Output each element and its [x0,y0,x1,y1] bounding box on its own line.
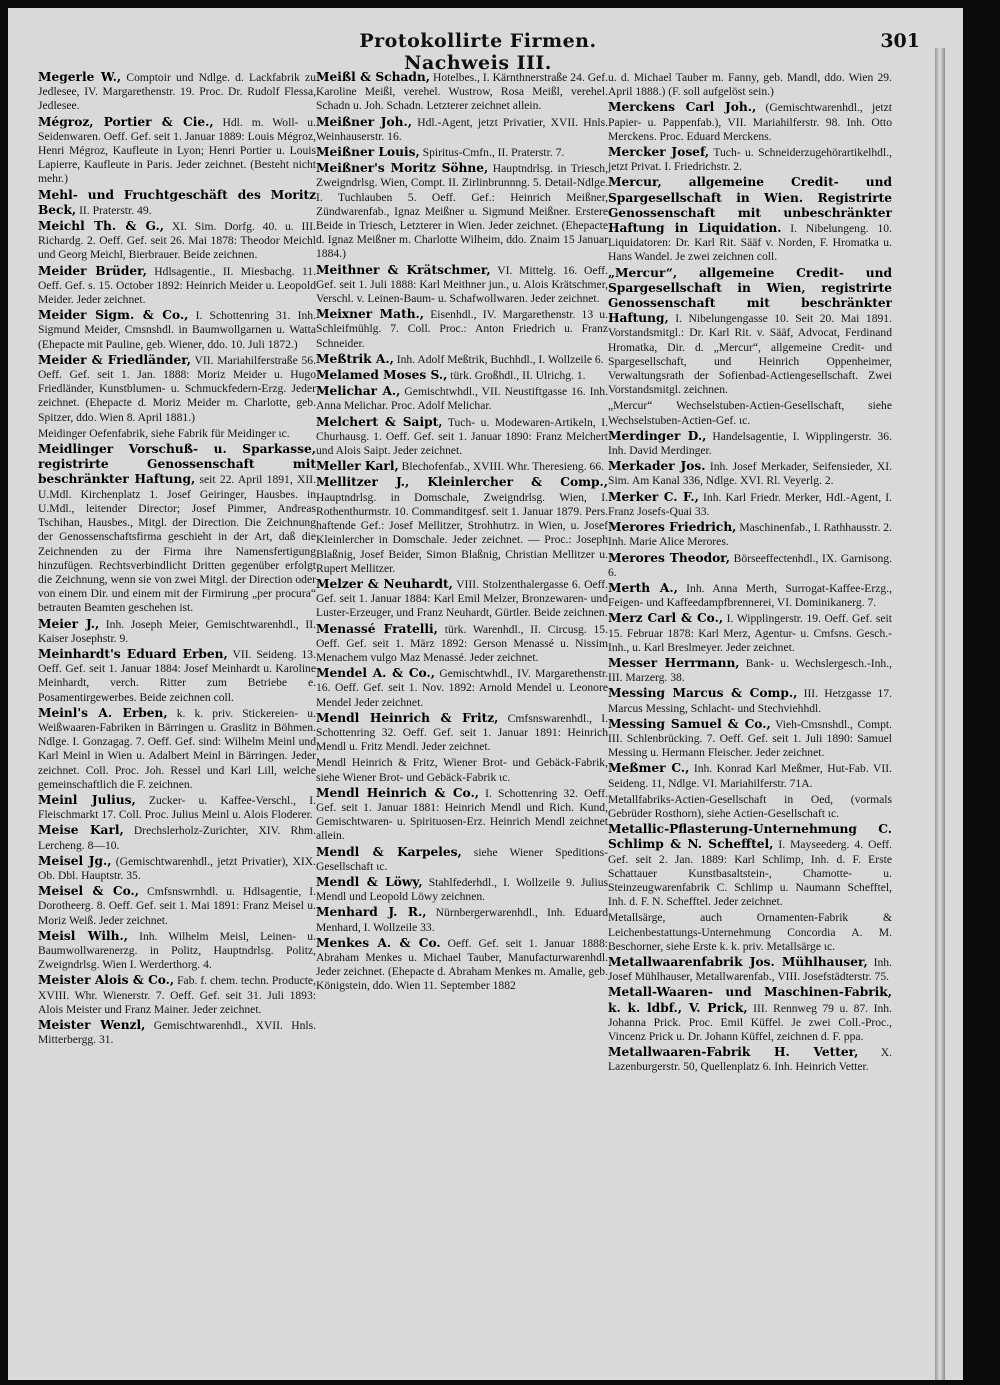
firm-name: Melamed Moses S., [316,368,448,383]
firm-name: Meßmer C., [608,761,690,776]
firm-name: Mendl & Löwy, [316,874,423,889]
firm-name: Melichar A., [316,384,401,399]
entry-text: (Gemischtwarenhdl., jetzt Papier- u. Pappenfab.), VII. Mariahilferstr. 98. Inh. Otto Merckens. Proc. Eduard Merckens. [608,101,892,143]
firm-name: Meißner Joh., [316,114,412,129]
directory-entry [38,442,316,615]
firm-name: Meister Alois & Co., [38,973,175,988]
directory-entry [608,175,892,264]
page-edge [935,48,945,1380]
page-number: 301 [880,30,920,52]
firm-name: Mendl & Karpeles, [316,844,462,859]
entry-text: Börseeffectenhdl., IX. Garnisong. 6. [608,551,892,579]
scanned-page [8,8,963,1380]
directory-entry [38,115,316,187]
firm-name: Meinl Julius, [38,792,136,807]
directory-entry [316,352,608,367]
entry-text: Tuch- u. Schneiderzugehörartikelhdl., jetzt Privat. I. Friedrichstr. 2. [608,146,892,174]
firm-name: Mellitzer J., Kleinlercher & Comp., [316,475,608,490]
directory-entry [608,398,892,427]
firm-name: Metallwaarenfabrik Jos. Mühlhauser, [608,954,868,969]
firm-name: Merkader Jos. [608,459,706,474]
directory-entry [38,973,316,1017]
firm-name: Meier J., [38,616,100,631]
entry-text: VI. Mittelg. 16. Oeff. Gef. seit 1. Juli 1888: Karl Meithner jun., u. Alois Krätschmer, Verschl. v. Leinen-Baum- u. Schafwollwaren. Jeder zeichnet. [316,263,608,306]
column-1 [38,70,316,1380]
entry-text: II. Praterstr. 49. [76,203,152,217]
entry-text: Mendl Heinrich & Fritz, Wiener Brot- und Gebäck-Fabrik, siehe Wiener Brot- und Gebäck-Fabrik ɩc. [316,756,608,784]
entry-text: I. Mayseederg. 4. Oeff. Gef. seit 2. Jan. 1889: Karl Schlimp, Inh. d. F. Erste Schattauer Kunstbasaltstein-, Chamotte- u. Steinzeugwarenfabrik C. Schlimp u. Naumann Schefftel, Inh. d. F. N. Schefftel. Jeder zeichnet. [608,838,892,909]
directory-entry [38,1018,316,1047]
entry-text: Maschinenfab., I. Rathhausstr. 2. Inh. Marie Alice Merores. [608,521,892,549]
directory-entry [608,761,892,790]
entry-text: I. Nibelungengasse 10. Seit 20. Mai 1891. Vorstandsmitgl.: Dr. Karl Rit. v. Sääf, Advocat, Ferdinand Hromatka, Dir. d. „Mercur“, allgemeine Credit- und Spargesellschaft, und Heinrich Oppenheimer, Verwaltungsrath der Sofienbad-Actiengesellschaft. Zwei Vorstandsmitgl. zeichnen. [608,312,892,397]
firm-name: Mercker Josef, [608,145,710,160]
firm-name: Messer Herrmann, [608,655,740,670]
entry-text: „Mercur“ Wechselstuben-Actien-Gesellschaft, siehe Wechselstuben-Actien-Gef. ɩc. [608,399,892,427]
firm-name: Menassé Fratelli, [316,621,438,636]
firm-name: Meisl Wilh., [38,928,128,943]
directory-entry [316,145,608,160]
entry-text: Nürnbergerwarenhdl., Inh. Eduard Menhard, I. Wollzeile 33. [316,906,608,934]
entry-text: (Gemischtwarenhdl., jetzt Privatier), XIX. Ob. Dbl. Hauptstr. 35. [38,854,316,882]
directory-entry [316,936,608,994]
entry-text: Tuch- u. Modewaren-Artikeln, I. Churhausg. 1. Oeff. Gef. seit 1. Januar 1890: Franz Melchert und Alois Saipt. Jeder zeichnet. [316,415,608,458]
firm-name: Metallwaaren-Fabrik H. Vetter, [608,1045,859,1060]
directory-entry [608,822,892,909]
firm-name: Meller Karl, [316,459,399,474]
firm-name: Meider Sigm. & Co., [38,308,189,323]
directory-entry [38,793,316,822]
firm-name: Metallic-Pflasterung-Unternehmung C. Schlimp & N. Schefftel, [608,822,892,852]
directory-entry [608,551,892,580]
directory-entry [608,686,892,715]
firm-name: Merores Friedrich, [608,520,737,535]
entry-text: Inh. Konrad Karl Meßmer, Hut-Fab. VII. Seideng. 11, Ndlge. VI. Mariahilferstr. 71A. [608,762,892,790]
column-2 [316,70,608,1380]
entry-text: Inh. Anna Merth, Surrogat-Kaffee-Erzg., Feigen- und Kaffeedampfbrennerei, VI. Dominikanerg. 7. [608,581,892,610]
directory-entry [316,905,608,934]
directory-entry [608,459,892,488]
directory-entry [316,845,608,874]
firm-name: Mendl Heinrich & Fritz, [316,710,499,725]
entry-text: VII. Mariahilferstraße 56. Oeff. Gef. seit 1. Jan. 1888: Moriz Meider u. Hugo Friedländer, Kunstblumen- u. Schmuckfedern-Erzg. Jeder zeichnet. (Ehepacte d. Moriz Meider m. Charlotte, geb. Spitzer, ddo. Wien 8. April 1881.) [38,353,316,424]
entry-text: Bank- u. Wechslergesch.-Inh., III. Marzerg. 38. [608,656,892,685]
firm-name: Menhard J. R., [316,905,427,920]
entry-text: Vieh-Cmsnshdl., Compt. III. Schlenbrücking. 7. Oeff. Gef. seit 1. Juli 1890: Samuel Messing u. Hermann Fleischer. Jeder zeichnet. [608,717,892,760]
directory-entry [316,459,608,474]
entry-text: Inh. Josef Mühlhauser, Metallwarenfab., VIII. Josefstädterstr. 75. [608,955,892,984]
firm-name: Mercur, allgemeine Credit- und Spargesellschaft in Wien. Registrirte Genossenschaft mit unbeschränkter Haftung in Liquidation. [608,175,892,236]
directory-entry [608,100,892,144]
directory-entry [608,490,892,519]
firm-name: Meißner's Moritz Söhne, [316,161,489,176]
directory-entry [316,307,608,351]
directory-entry [608,611,892,655]
directory-entry [608,266,892,398]
directory-entry [38,264,316,308]
entry-text: Inh. Josef Merkader, Seifensieder, XI. Sim. Am Kanal 336, Ndlge. XVI. Rl. Veyerlg. 2. [608,460,892,488]
entry-text: Inh. Adolf Meßtrik, Buchhdl., I. Wollzeile 6. [393,352,604,366]
entry-text: Comptoir und Ndlge. d. Lackfabrik zu Jedlesee, IV. Margarethenstr. 19. Proc. Dr. Rudolf Flessa, Jedlesee. [38,71,316,113]
directory-entry [608,581,892,610]
entry-text: III. Hetzgasse 17. Marcus Messing, Schlacht- und Stechviehhdl. [608,687,892,715]
entry-text: XI. Sim. Dorfg. 40. u. III. Richardg. 2. Oeff. Gef. seit 26. Mai 1878: Theodor Meichl und Georg Meichl, Bierbrauer. Beide zeichnen. [38,220,316,262]
firm-name: Mendl Heinrich & Co., [316,785,479,800]
directory-entry [316,622,608,666]
entry-text: X. Lazenburgerstr. 50, Quellenplatz 6. Inh. Heinrich Vetter. [608,1046,892,1074]
firm-name: Menkes A. & Co. [316,935,441,950]
directory-entry [38,188,316,218]
directory-entry [608,145,892,174]
firm-name: Messing Marcus & Comp., [608,686,798,701]
directory-entry [38,426,316,441]
firm-name: Mendel A. & Co., [316,666,435,681]
directory-entry [316,161,608,261]
entry-text: Gemischtwarenhdl., XVII. Hnls. Mitterbergg. 31. [38,1019,316,1047]
entry-text: Handelsagentie, I. Wipplingerstr. 36. Inh. David Merdinger. [608,429,892,458]
firm-name: Meißner Louis, [316,145,420,160]
firm-name: Meisel & Co., [38,884,139,899]
entry-text: türk. Großhdl., II. Ulrichg. 1. [447,369,586,383]
entry-text: Eisenhdl., IV. Margarethenstr. 13 u. Schleifmühlg. 7. Coll. Proc.: Anton Friedrich u. Franz Schneider. [316,308,608,350]
directory-entry [608,656,892,685]
entry-text: I. Schottenring 31. Inh. Sigmund Meider, Cmsnshdl. in Baumwollgarnen u. Watta (Ehepacte mit Pauline, geb. Wiener, ddo. 10. Juli 1872.) [38,309,316,351]
directory-entry [316,755,608,784]
directory-entry [608,955,892,984]
firm-name: Meidlinger Vorschuß- u. Sparkasse, registrirte Genossenschaft mit beschränkter Haftung, [38,442,316,487]
directory-entry [316,475,608,575]
directory-entry [316,70,608,114]
directory-entry [608,70,892,99]
entry-text: Gemischtwhdl., VII. Neustiftgasse 16. Inh. Anna Melichar. Proc. Adolf Melichar. [316,385,608,413]
directory-entry [38,308,316,352]
entry-text: Hauptndrlsg. in Domschale, Zweigndrlsg. Wien, I. Rothenthurmstr. 10. Commanditgesf. seit 1. Januar 1879. Pers. haftende Gef.: Josef Mellitzer, Strohhutrz. in Wien, u. Josef Kleinlercher in Domschale. Jeder zeichnet. — Proc.: Joseph Blaßnig, Josef Beider, Simon Blaßnig, Christian Mellitzer u. Rupert Mellitzer. [316,490,608,575]
entry-text: siehe Wiener Speditions-Gesellschaft ɩc. [316,845,608,873]
entry-text: Spiritus-Cmfn., II. Praterstr. 7. [419,146,565,160]
directory-entry [608,717,892,761]
entry-text: Hauptndrlsg. in Triesch, Zweigndrlsg. Wien, Compt. II. Zirlinbrunnng. 5. Detail-Ndlge. I. Tuchlauben 5. Oeff. Gef.: Heinrich Meißner, Zündwarenfab., Ignaz Meißner u. Sigmund Meißner. Erstere Beide in Triesch, Letzterer in Wien. Jeder zeichnet. (Ehepacte d. Ignaz Meißner m. Charlotte Wilheim, ddo. Znaim 15 Januar 1884.) [316,162,608,261]
entry-text: seit 22. April 1891, XII. U.Mdl. Kirchenplatz 1. Josef Geiringer, Hausbes. in U.Mdl., leitender Director; Josef Pimmer, Andreas Tschihan, Hausbes., Mitgl. der Direction. Die Zeichnung der Genossenschaftsfirma geschieht in der Art, daß die Zeichnenden zu der Firma ihre Namensfertigung hinzufügen. Rechtsverbindlicht Dritten gegenüber erfolgt die Zeichnung, wenn sie von zwei Mitgl. der Direction oder von einem Dir. und einem mit der Firmirung „per procura“ betrauten Beamten geschehen ist. [38,473,316,615]
entry-text: Hotelbes., I. Kärnthnerstraße 24. Gef. Karoline Meißl, verehel. Wustrow, Rosa Meißl, verehel. Schadn u. Joh. Schadn. Letzterer zeichnet allein. [316,71,608,113]
entry-text: VIII. Stolzenthalergasse 6. Oeff. Gef. seit 1. Januar 1884: Karl Emil Melzer, Bronzewaren- und Luster-Erzeuger, und Franz Neuhardt, Gürtler. Beide zeichnen. [316,577,608,620]
firm-name: Meißl & Schadn, [316,70,430,84]
entry-text: Meidinger Oefenfabrik, siehe Fabrik für Meidinger ɩc. [38,426,290,440]
directory-entry [38,617,316,646]
directory-entry [608,985,892,1044]
firm-name: Metall-Waaren- und Maschinen-Fabrik, k. k. ldbf., V. Prick, [608,985,892,1015]
entry-text: Hdlsagentie., II. Miesbachg. 11. Oeff. Gef. s. 15. October 1892: Heinrich Meider u. Leopold Meider. Jeder zeichnet. [38,264,316,307]
entry-text: Fab. f. chem. techn. Producte, XVIII. Whr. Wienerstr. 7. Oeff. Gef. seit 31. Juli 1893: Alois Meister und Franz Mainer. Jeder zeichnet. [38,974,316,1016]
firm-name: Meßtrik A., [316,351,394,366]
firm-name: Megerle W., [38,70,122,84]
firm-name: Meithner & Krätschmer, [316,262,491,277]
firm-name: Merz Carl & Co., [608,611,724,626]
directory-entry [608,910,892,954]
entry-text: Zucker- u. Kaffee-Verschl., I. Fleischmarkt 17. Coll. Proc. Julius Meinl u. Alois Floderer. [38,793,316,822]
entry-text: Hdl. m. Woll- u. Seidenwaren. Oeff. Gef. seit 1. Januar 1889: Louis Mégroz, Henri Mégroz, Kaufleute in Lyon; Henri Portier u. Louis Lapierre, Kaufleute in Paris. Jeder zeichnet. (Besteht nicht mehr.) [38,115,316,186]
firm-name: Merores Theodor, [608,550,731,565]
firm-name: Melchert & Saipt, [316,414,443,429]
entry-text: Inh. Joseph Meier, Gemischtwarenhdl., II. Kaiser Josephstr. 9. [38,617,316,645]
entry-text: u. d. Michael Tauber m. Fanny, geb. Mandl, ddo. Wien 29. April 1888.) (F. soll aufgelöst sein.) [608,71,892,99]
entry-text: Stahlfederhdl., I. Wollzeile 9. Julius Mendl und Leopold Löwy zeichnen. [316,875,608,904]
directory-entry [38,706,316,792]
directory-entry [38,823,316,852]
firm-name: Merth A., [608,580,678,595]
directory-entry [38,353,316,425]
entry-text: Inh. Karl Friedr. Merker, Hdl.-Agent, I. Franz Josefs-Quai 33. [608,490,892,518]
column-3 [608,70,892,1380]
firm-name: Mégroz, Portier & Cie., [38,114,214,129]
firm-name: Meichl Th. & G., [38,219,164,234]
firm-name: Meider Brüder, [38,263,147,278]
directory-entry [316,415,608,459]
firm-name: Merckens Carl Joh., [608,100,757,115]
directory-entry [608,429,892,458]
directory-entry [38,219,316,263]
directory-entry [316,786,608,844]
directory-entry [38,929,316,973]
entry-text: Inh. Wilhelm Meisl, Leinen- u. Baumwollwarenerzg. in Politz, Hauptndrlsg. Politz, Zweigndrlsg. Wien I. Werderthorg. 4. [38,929,316,972]
entry-text: türk. Warenhdl., II. Circusg. 15. Oeff. Gef. seit 1. März 1892: Gerson Menassé u. Nissim Menachem vulgo Maz Menassé. Jeder zeichnet. [316,622,608,664]
entry-text: Oeff. Gef. seit 1. Januar 1888: Abraham Menkes u. Michael Tauber, Manufacturwarenhdl. Jeder zeichnet. (Ehepacte d. Abraham Menkes m. Amalie, geb. Königstein, ddo. Wien 11. September 1882 [316,936,608,993]
entry-text: Drechslerholz-Zurichter, XIV. Rhm. Lercheng. 8—10. [38,824,316,852]
entry-text: Hdl.-Agent, jetzt Privatier, XVII. Hnls. Weinhauserstr. 16. [316,115,608,143]
directory-entry [608,520,892,549]
firm-name: Meisel Jg., [38,853,112,868]
firm-name: Messing Samuel & Co., [608,716,771,731]
directory-entry [316,263,608,307]
firm-name: Meise Karl, [38,823,124,838]
entry-text: I. Wipplingerstr. 19. Oeff. Gef. seit 15. Februar 1878: Karl Merz, Agentur- u. Cmfsns. Gesch.-Inh., u. Karl Breslmeyer. Jeder zeichnet. [608,612,892,654]
directory-entry [38,854,316,883]
entry-text: I. Schottenring 32. Oeff. Gef. seit 1. Januar 1881: Heinrich Mendl und Rich. Kund, Gemischtwaren- u. Spirituosen-Erz. Heinrich Mendl zeichnet allein. [316,786,608,843]
directory-entry [316,115,608,144]
directory-entry [316,666,608,710]
entry-text: Metallsärge, auch Ornamenten-Fabrik & Leichenbestattungs-Unternehmung Concordia A. M. Beschorner, siehe Erste k. k. priv. Metallsärge ɩc. [608,911,892,953]
directory-entry [38,70,316,114]
firm-name: Meister Wenzl, [38,1018,146,1032]
firm-name: Merker C. F., [608,489,699,504]
firm-name: Meixner Math., [316,307,425,322]
entry-text: Metallfabriks-Actien-Gesellschaft in Oed, (vormals Gebrüder Rosthorn), siehe Actien-Gesellschaft ɩc. [608,792,892,820]
directory-entry [608,1045,892,1074]
directory-entry [316,875,608,904]
directory-entry [38,647,316,705]
firm-name: Meinl's A. Erben, [38,705,168,720]
running-header: Protokollirte Firmen. Nachweis III. [359,30,597,74]
directory-entry [316,384,608,413]
directory-entry [608,792,892,821]
directory-entry [316,577,608,621]
entry-text: I. Nibelungeng. 10. Liquidatoren: Dr. Karl Rit. Sääf v. Norden, F. Hromatka u. Hans Wandel. Je zwei zeichnen coll. [608,222,892,264]
firm-name: Merdinger D., [608,428,707,443]
firm-name: Meinhardt's Eduard Erben, [38,646,228,661]
entry-text: Cmfsnswarenhdl., I. Schottenring 32. Oeff. Gef. seit 1. Januar 1891: Heinrich Mendl u. Fritz Mendl. Jeder zeichnet. [316,711,608,754]
entry-text: VII. Seideng. 13. Oeff. Gef. seit 1. Januar 1884: Josef Meinhardt u. Karoline Meinhardt, verch. Ritter zum Betriebe e. Posamentirgewerbes. Beide zeichnen coll. [38,647,316,704]
directory-entry [316,368,608,383]
firm-name: Meider & Friedländer, [38,352,191,367]
entry-text: Cmfsnswrnhdl. u. Hdlsagentie, I. Dorotheerg. 8. Oeff. Gef. seit 1. Mai 1891: Franz Meisel u. Moriz Weiß. Jeder zeichnet. [38,885,316,927]
firm-name: „Mercur“, allgemeine Credit- und Spargesellschaft in Wien, registrirte Genossenschaft mit beschränkter Haftung, [608,265,892,326]
firm-name: Mehl- und Fruchtgeschäft des Moritz Beck, [38,187,316,217]
entry-text: III. Rennweg 79 u. 87. Inh. Johanna Prick. Proc. Emil Küffel. Je zwei Coll.-Proc., Vincenz Prick u. Dr. Johann Küffel, zeichnen d. F. ppa. [608,1001,892,1043]
entry-text: k. k. priv. Stickereien- u. Weißwaaren-Fabriken in Bärringen u. Graslitz in Böhmen. Ndlge. I. Gonzagag. 7. Oeff. Gef. sind: Wilhelm Meinl und Karl Meinl in Wien u. Adalbert Meinl in Bärringen. Jeder zeichnet. Coll. Proc. Joh. Ressel und Karl Lill, welche gemeinschaftlich die F. zeichnen. [38,706,316,791]
firm-name: Melzer & Neuhardt, [316,576,453,591]
entry-text: Gemischtwhdl., IV. Margarethenstr. 16. Oeff. Gef. seit 1. Nov. 1892: Arnold Mendel u. Leonore Mendel Jeder zeichnet. [316,667,608,709]
directory-entry [38,884,316,928]
entry-text: Blechofenfab., XVIII. Whr. Theresieng. 66. [398,460,605,474]
directory-entry [316,711,608,755]
